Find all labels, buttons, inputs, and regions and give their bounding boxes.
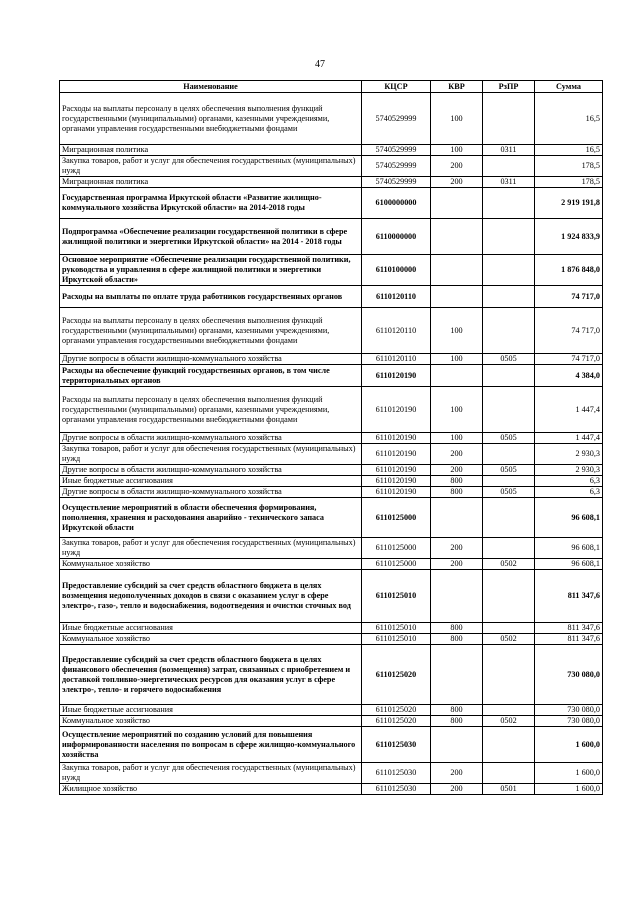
cell-rzpr: 0505 (483, 465, 535, 476)
cell-rzpr: 0502 (483, 634, 535, 645)
cell-kcsr: 6110120190 (362, 465, 431, 476)
cell-name: Другие вопросы в области жилищно-коммунального хозяйства (60, 354, 362, 365)
cell-rzpr (483, 219, 535, 255)
cell-kcsr: 6110100000 (362, 255, 431, 286)
cell-name: Другие вопросы в области жилищно-коммунального хозяйства (60, 465, 362, 476)
cell-name: Другие вопросы в области жилищно-коммунального хозяйства (60, 433, 362, 444)
cell-kcsr: 6110120110 (362, 308, 431, 354)
cell-kcsr: 6110125000 (362, 498, 431, 538)
cell-rzpr: 0311 (483, 177, 535, 188)
table-row (60, 156, 603, 177)
table-row (60, 145, 603, 156)
cell-kvr: 800 (431, 476, 483, 487)
table-row (60, 623, 603, 634)
header-name: Наименование (60, 81, 362, 93)
cell-sum: 2 930,3 (535, 444, 603, 465)
cell-name: Расходы на обеспечение функций государственных органов, в том числе территориальных органов (60, 365, 362, 387)
cell-kcsr: 5740529999 (362, 145, 431, 156)
cell-kvr: 800 (431, 716, 483, 727)
cell-sum: 1 600,0 (535, 727, 603, 763)
table-row (60, 387, 603, 433)
cell-kvr: 200 (431, 763, 483, 784)
cell-rzpr (483, 763, 535, 784)
table-row (60, 763, 603, 784)
table-row (60, 177, 603, 188)
table-row (60, 93, 603, 145)
cell-sum: 16,5 (535, 145, 603, 156)
cell-kcsr: 6110120110 (362, 354, 431, 365)
cell-rzpr: 0501 (483, 784, 535, 795)
cell-kcsr: 5740529999 (362, 156, 431, 177)
cell-rzpr: 0502 (483, 559, 535, 570)
cell-kvr: 200 (431, 444, 483, 465)
cell-rzpr (483, 156, 535, 177)
cell-sum: 1 447,4 (535, 433, 603, 444)
cell-kcsr: 6110120190 (362, 444, 431, 465)
cell-name: Жилищное хозяйство (60, 784, 362, 795)
cell-kvr: 200 (431, 177, 483, 188)
header-kvr: КВР (431, 81, 483, 93)
cell-name: Предоставление субсидий за счет средств областного бюджета в целях финансового обеспечения (возмещения) затрат, связанных с приобретением и доставкой топливно-энергетических ресурсов для оказания услуг в сфере электро-, тепло- и горячего водоснабжения (60, 645, 362, 705)
cell-rzpr: 0502 (483, 716, 535, 727)
cell-name: Закупка товаров, работ и услуг для обеспечения государственных (муниципальных) нужд (60, 444, 362, 465)
cell-rzpr: 0311 (483, 145, 535, 156)
cell-kcsr: 6110125030 (362, 727, 431, 763)
cell-kcsr: 6100000000 (362, 188, 431, 219)
cell-sum: 811 347,6 (535, 623, 603, 634)
cell-name: Коммунальное хозяйство (60, 716, 362, 727)
table-row (60, 570, 603, 623)
budget-table (59, 80, 603, 795)
cell-kcsr: 6110125020 (362, 645, 431, 705)
table-row (60, 354, 603, 365)
cell-name: Расходы на выплаты персоналу в целях обеспечения выполнения функций государственными (муниципальными) органами, казенными учреждениями, органами управления государственными внебюджетными фондами (60, 387, 362, 433)
cell-rzpr: 0505 (483, 487, 535, 498)
cell-sum: 730 080,0 (535, 645, 603, 705)
cell-kvr: 100 (431, 93, 483, 145)
cell-name: Миграционная политика (60, 145, 362, 156)
cell-kvr: 100 (431, 145, 483, 156)
cell-sum: 730 080,0 (535, 705, 603, 716)
cell-kvr (431, 727, 483, 763)
cell-name: Осуществление мероприятий в области обеспечения формирования, пополнения, хранения и расходования аварийно - технического запаса Иркутской области (60, 498, 362, 538)
cell-kvr (431, 365, 483, 387)
table-row (60, 308, 603, 354)
cell-name: Миграционная политика (60, 177, 362, 188)
table-row (60, 219, 603, 255)
cell-name: Государственная программа Иркутской области «Развитие жилищно-коммунального хозяйства Иркутской области» на 2014-2018 годы (60, 188, 362, 219)
cell-sum: 96 608,1 (535, 498, 603, 538)
cell-rzpr (483, 255, 535, 286)
table-row (60, 784, 603, 795)
cell-kvr (431, 498, 483, 538)
cell-name: Осуществление мероприятий по созданию условий для повышения информированности населения по вопросам в сфере жилищно-коммунального хозяйства (60, 727, 362, 763)
cell-kvr: 800 (431, 623, 483, 634)
cell-sum: 2 919 191,8 (535, 188, 603, 219)
cell-kcsr: 6110125000 (362, 559, 431, 570)
cell-kcsr: 6110125010 (362, 570, 431, 623)
cell-sum: 1 876 848,0 (535, 255, 603, 286)
table-row (60, 255, 603, 286)
cell-kcsr: 5740529999 (362, 177, 431, 188)
cell-kvr (431, 286, 483, 308)
cell-rzpr (483, 498, 535, 538)
cell-name: Подпрограмма «Обеспечение реализации государственной политики в сфере жилищной политики и энергетики Иркутской области» на 2014 - 2018 годы (60, 219, 362, 255)
cell-rzpr (483, 188, 535, 219)
cell-sum: 2 930,3 (535, 465, 603, 476)
cell-kvr: 100 (431, 387, 483, 433)
cell-kcsr: 5740529999 (362, 93, 431, 145)
cell-sum: 1 447,4 (535, 387, 603, 433)
cell-sum: 1 600,0 (535, 763, 603, 784)
table-row (60, 188, 603, 219)
cell-name: Расходы на выплаты персоналу в целях обеспечения выполнения функций государственными (муниципальными) органами, казенными учреждениями, органами управления государственными внебюджетными фондами (60, 93, 362, 145)
table-row (60, 465, 603, 476)
cell-kcsr: 6110120190 (362, 487, 431, 498)
table-row (60, 444, 603, 465)
cell-rzpr (483, 365, 535, 387)
cell-kvr: 100 (431, 308, 483, 354)
cell-kcsr: 6110125030 (362, 784, 431, 795)
cell-name: Иные бюджетные ассигнования (60, 623, 362, 634)
cell-kcsr: 6110120110 (362, 286, 431, 308)
cell-sum: 74 717,0 (535, 286, 603, 308)
cell-sum: 6,3 (535, 487, 603, 498)
table-row (60, 538, 603, 559)
cell-rzpr: 0505 (483, 433, 535, 444)
cell-sum: 74 717,0 (535, 308, 603, 354)
cell-sum: 811 347,6 (535, 634, 603, 645)
cell-name: Предоставление субсидий за счет средств областного бюджета в целях возмещения недополученных доходов в связи с оказанием услуг в сфере электро-, газо-, тепло и водоснабжения, водоотведения и очистки сточных вод (60, 570, 362, 623)
cell-kvr: 800 (431, 705, 483, 716)
cell-sum: 16,5 (535, 93, 603, 145)
cell-kcsr: 6110125020 (362, 716, 431, 727)
cell-name: Закупка товаров, работ и услуг для обеспечения государственных (муниципальных) нужд (60, 156, 362, 177)
cell-kcsr: 6110120190 (362, 433, 431, 444)
cell-rzpr (483, 286, 535, 308)
cell-rzpr (483, 623, 535, 634)
cell-sum: 178,5 (535, 156, 603, 177)
cell-sum: 6,3 (535, 476, 603, 487)
cell-kcsr: 6110125010 (362, 623, 431, 634)
table-row (60, 634, 603, 645)
cell-name: Иные бюджетные ассигнования (60, 705, 362, 716)
cell-kvr (431, 219, 483, 255)
cell-kcsr: 6110120190 (362, 365, 431, 387)
cell-kcsr: 6110000000 (362, 219, 431, 255)
cell-sum: 1 600,0 (535, 784, 603, 795)
cell-name: Закупка товаров, работ и услуг для обеспечения государственных (муниципальных) нужд (60, 763, 362, 784)
cell-kcsr: 6110125010 (362, 634, 431, 645)
cell-kvr: 100 (431, 433, 483, 444)
header-sum: Сумма (535, 81, 603, 93)
cell-sum: 730 080,0 (535, 716, 603, 727)
cell-rzpr (483, 727, 535, 763)
cell-name: Расходы на выплаты по оплате труда работников государственных органов (60, 286, 362, 308)
cell-kvr (431, 645, 483, 705)
header-kcsr: КЦСР (362, 81, 431, 93)
cell-name: Расходы на выплаты персоналу в целях обеспечения выполнения функций государственными (муниципальными) органами, казенными учреждениями, органами управления государственными внебюджетными фондами (60, 308, 362, 354)
cell-sum: 178,5 (535, 177, 603, 188)
cell-kcsr: 6110125030 (362, 763, 431, 784)
cell-rzpr (483, 705, 535, 716)
cell-kvr: 200 (431, 465, 483, 476)
table-row (60, 559, 603, 570)
cell-rzpr (483, 93, 535, 145)
cell-rzpr: 0505 (483, 354, 535, 365)
cell-kvr: 200 (431, 784, 483, 795)
page-number: 47 (315, 59, 325, 70)
cell-sum: 811 347,6 (535, 570, 603, 623)
cell-kvr (431, 255, 483, 286)
cell-name: Иные бюджетные ассигнования (60, 476, 362, 487)
table-row (60, 476, 603, 487)
cell-sum: 96 608,1 (535, 538, 603, 559)
cell-name: Другие вопросы в области жилищно-коммунального хозяйства (60, 487, 362, 498)
table-row (60, 286, 603, 308)
cell-rzpr (483, 444, 535, 465)
cell-kvr: 800 (431, 487, 483, 498)
cell-rzpr (483, 570, 535, 623)
table-row (60, 433, 603, 444)
cell-rzpr (483, 476, 535, 487)
cell-kvr (431, 570, 483, 623)
cell-sum: 1 924 833,9 (535, 219, 603, 255)
cell-name: Закупка товаров, работ и услуг для обеспечения государственных (муниципальных) нужд (60, 538, 362, 559)
cell-name: Основное мероприятие «Обеспечение реализации государственной политики, руководства и управления в сфере жилищной политики и энергетики Иркутской области» (60, 255, 362, 286)
header-row (60, 81, 603, 93)
cell-kvr (431, 188, 483, 219)
cell-kcsr: 6110125000 (362, 538, 431, 559)
cell-kvr: 800 (431, 634, 483, 645)
cell-kvr: 100 (431, 354, 483, 365)
cell-kcsr: 6110120190 (362, 476, 431, 487)
cell-name: Коммунальное хозяйство (60, 634, 362, 645)
cell-sum: 4 384,0 (535, 365, 603, 387)
cell-rzpr (483, 308, 535, 354)
cell-rzpr (483, 538, 535, 559)
cell-rzpr (483, 645, 535, 705)
cell-sum: 96 608,1 (535, 559, 603, 570)
table-row (60, 716, 603, 727)
table-row (60, 487, 603, 498)
cell-kvr: 200 (431, 559, 483, 570)
cell-kcsr: 6110125020 (362, 705, 431, 716)
cell-rzpr (483, 387, 535, 433)
cell-kcsr: 6110120190 (362, 387, 431, 433)
table-row (60, 498, 603, 538)
cell-sum: 74 717,0 (535, 354, 603, 365)
table-body (60, 93, 603, 795)
cell-kvr: 200 (431, 538, 483, 559)
table-row (60, 705, 603, 716)
table-row (60, 645, 603, 705)
cell-kvr: 200 (431, 156, 483, 177)
header-rzpr: РзПР (483, 81, 535, 93)
table-row (60, 727, 603, 763)
table-header (60, 81, 603, 93)
table-row (60, 365, 603, 387)
cell-name: Коммунальное хозяйство (60, 559, 362, 570)
